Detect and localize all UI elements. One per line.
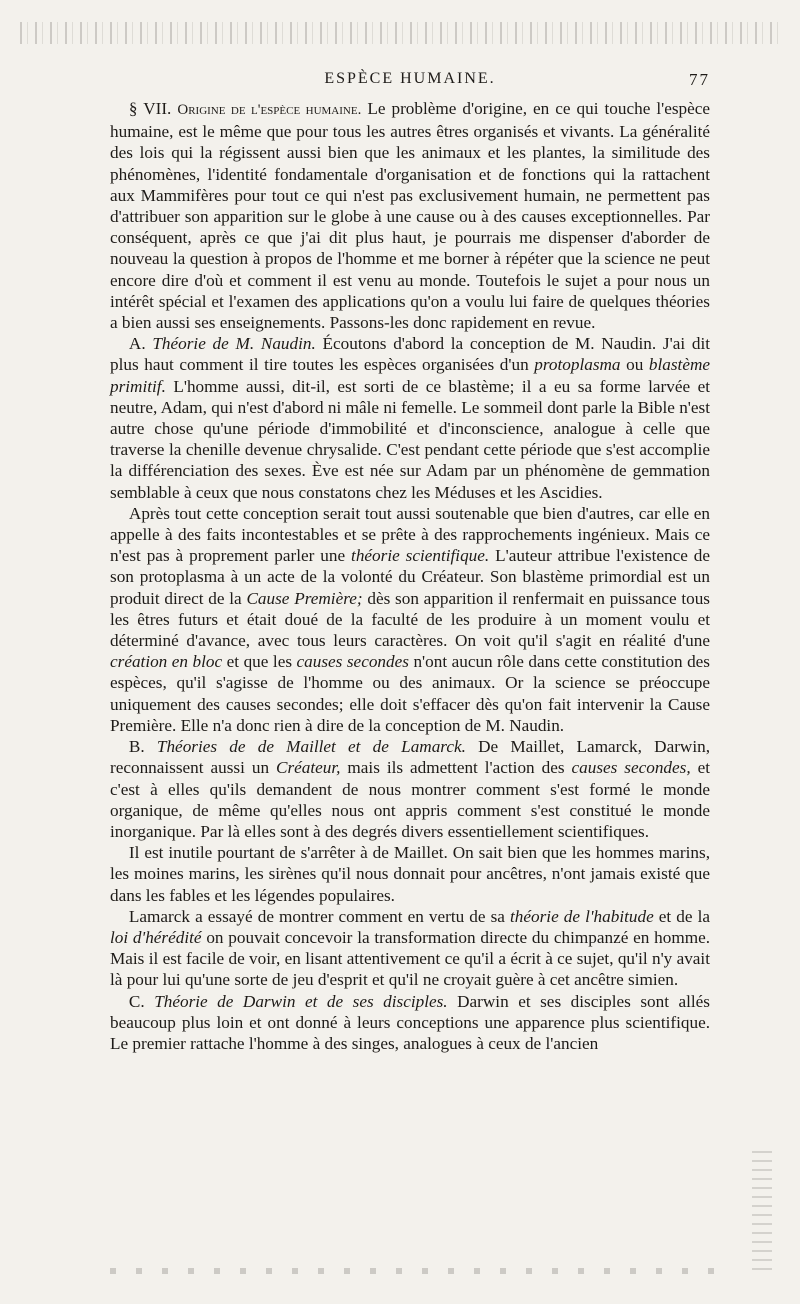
text-run: et que les [222,652,297,672]
scan-noise-top [20,22,780,44]
text-run: ou [620,355,649,375]
text-run: Darwin et ses disciples sont allés beaucoup plus loin et ont donné à leurs conceptions une apparence plus scientifique. Le premier rattache l'homme à des singes, analogues à ceux de l'ancien [110,991,710,1053]
text-run: B. [128,737,157,757]
italic-run: causes secondes, [571,758,691,778]
text-run: § VII. [128,99,178,118]
text-run: Écoutons d'abord la conception de M. Naudin. J'ai dit plus haut comment il tire toutes les espèces organisées d'un [110,334,710,375]
italic-run: Théorie de M. Naudin. [152,334,316,354]
running-header [110,70,710,98]
text-run: on pouvait concevoir la transformation directe du chimpanzé en homme. Mais il est facile de voir, en lisant attentivement ce qu'il a écrit à ce sujet, qu'il n'y avait là pour lui qu'une sorte de jeu d'esprit et qu'il ne croyait guère à cet ancêtre simien. [110,927,711,990]
text-run: n'ont aucun rôle dans cette constitution des espèces, qu'il s'agisse de l'homme ou des animaux. Or la science se préoccupe uniquement des causes secondes; elle doit s'effacer dès qu'on fait intervenir la Cause Première. Elle n'a donc rien à dire de la conception de M. Naudin. [110,652,710,735]
italic-run: création en bloc [110,652,223,672]
text-run: Le problème d'origine, en ce qui touche l'espèce humaine, est le même que pour tous les autres êtres organisés et vivants. La généralité des lois qui la régissent aussi bien que les animaux et les plantes, la similitude des phénomènes, l'identité fondamentale d'organisation et de fonctions qui la rattachent aux Mammifères pour tout ce qui n'est pas exclusivement humain, ne permettent pas d'attribuer son apparition sur le globe à une cause ou à des causes exceptionnelles. Par conséquent, après ce que j'ai dit plus haut, je pourrais me dispenser d'aborder de nouveau la question à propos de l'homme et me borner à répéter que la science ne peut encore dire d'où et comment il est venu au monde. Toutefois le sujet a pour nous un intérêt spécial et l'examen des applications qu'on a voulu lui faire de quelques théories a bien aussi ses enseignements. Passons-les donc rapidement en revue. [110,99,710,333]
text-run: Il est inutile pourtant de s'arrêter à de Maillet. On sait bien que les hommes marins, les moines marins, les sirènes qu'il nous donnait pour ancêtres, n'ont jamais existé que dans les fables et les légendes populaires. [110,843,710,905]
text-run: L'auteur attribue l'existence de son protoplasma à un acte de la volonté du Créateur. Son blastème primordial est un produit direct de la [110,546,711,608]
scan-noise-bottom [110,1268,730,1274]
text-run: De Maillet, Lamarck, Darwin, reconnaissent aussi un [110,737,710,778]
paragraph-b [110,736,710,842]
italic-run: loi d'hérédité [110,927,202,947]
text-run: Lamarck a essayé de montrer comment en vertu de sa [128,906,511,926]
paragraph-a2 [110,503,710,736]
paragraph-c [110,991,710,1055]
italic-run: théorie de l'habitude [510,906,654,926]
italic-run: causes secondes [296,652,409,672]
running-title: ESPÈCE HUMAINE. [324,70,496,87]
text-run: et c'est à elles qu'ils demandent de nous montrer comment s'est formé le monde organique, de même qu'elles nous ont appris comment s'est constitué le monde inorganique. Par là elles sont à des degrés divers essentiellement scientifiques. [110,758,711,841]
text-run: mais ils admettent l'action des [340,758,572,778]
smallcaps-heading: Origine de l'espèce humaine. [177,102,362,118]
paragraph-a [110,333,710,503]
page-number: 77 [689,70,710,89]
italic-run: protoplasma [534,355,621,375]
page-body [110,98,710,1054]
text-run: C. [128,991,155,1011]
paragraph-b2 [110,842,710,906]
book-page [110,70,710,1054]
text-run: L'homme aussi, dit-il, est sorti de ce blastème; il a eu sa forme larvée et neutre, Adam, qui n'est d'abord ni mâle ni femelle. Le sommeil dont parle la Bible n'est autre chose qu'une période d'immobilité et d'inconscience, analogue à celle que traverse la chenille devenue chrysalide. C'est pendant cette période que s'est accomplie la différenciation des sexes. Ève est née sur Adam par un phénomène de gemmation semblable à ceux que nous constatons chez les Méduses et les Ascidies. [110,376,710,502]
italic-run: blastème primitif. [110,355,710,396]
text-run: dès son apparition il renfermait en puissance tous les êtres futurs et était doué de la faculté de les produire à un moment voulu et déterminé d'avance, avec tous leurs caractères. On voit qu'il s'agit en réalité d'une [110,588,710,651]
paragraph-s7 [110,98,710,333]
text-run: Après tout cette conception serait tout aussi soutenable que bien d'autres, car elle en appelle à des faits incontestables et se prête à des rapprochements ingénieux. Mais ce n'est pas à proprement parler une [110,503,710,566]
italic-run: Créateur, [276,758,341,778]
scan-noise-right [752,1150,772,1270]
italic-run: Théories de de Maillet et de Lamarck. [156,737,466,757]
text-run: et de la [653,906,710,926]
paragraph-b3 [110,906,710,991]
italic-run: Cause Première; [246,588,363,608]
italic-run: théorie scientifique. [351,546,490,566]
italic-run: Théorie de Darwin et de ses disciples. [154,991,448,1011]
text-run: A. [128,334,153,354]
